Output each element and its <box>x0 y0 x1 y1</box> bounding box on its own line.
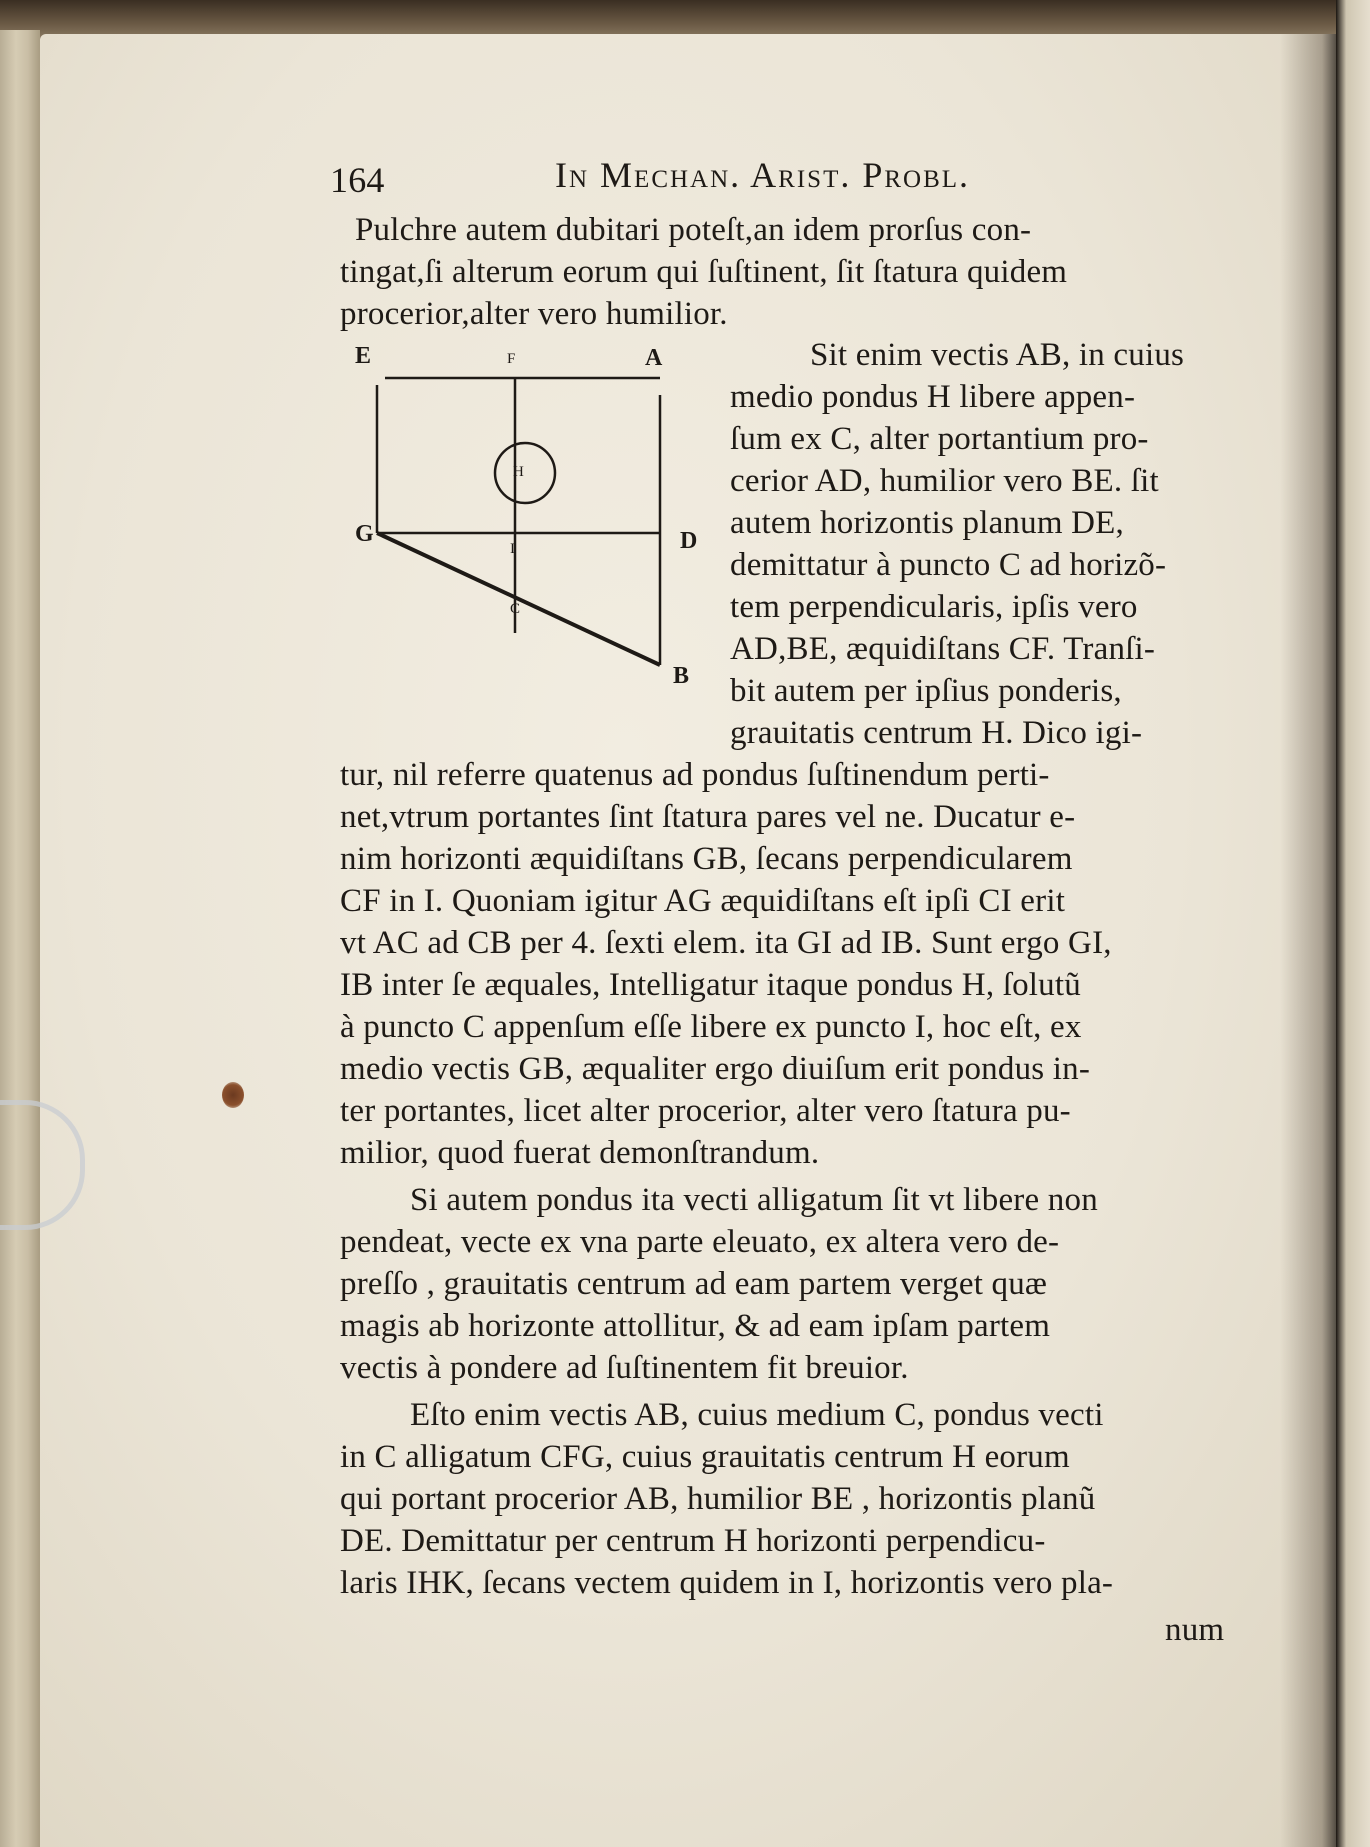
text-line: CF in I. Quoniam igitur AG æquidiſtans eſt ipſi CI erit <box>340 883 1066 919</box>
label-i: I <box>510 541 515 557</box>
text-line: Eſto enim vectis AB, cuius medium C, pondus vecti <box>410 1397 1104 1433</box>
text-line: milior, quod fuerat demonſtrandum. <box>340 1135 820 1171</box>
text-line: cerior AD, humilior vero BE. ſit <box>730 463 1159 499</box>
text-line: vt AC ad CB per 4. ſexti elem. ita GI ad IB. Sunt ergo GI, <box>340 925 1112 961</box>
text-line: qui portant procerior AB, humilior BE , horizontis planũ <box>340 1481 1096 1517</box>
label-h: H <box>513 464 524 480</box>
lever-diagram <box>355 343 705 693</box>
text-line: tem perpendicularis, ipſis vero <box>730 589 1138 625</box>
ink-stain <box>222 1082 244 1108</box>
text-line: pendeat, vecte ex vna parte eleuato, ex altera vero de- <box>340 1224 1060 1260</box>
text-line: AD,BE, æquidiſtans CF. Tranſi- <box>730 631 1156 667</box>
label-g: G <box>355 521 374 547</box>
text-line: medio pondus H libere appen- <box>730 379 1136 415</box>
page-number: 164 <box>330 160 385 200</box>
text-line: magis ab horizonte attollitur, & ad eam ipſam partem <box>340 1308 1051 1344</box>
geometric-figure <box>355 343 705 693</box>
weight-circle <box>495 443 555 503</box>
text-line: tur, nil referre quatenus ad pondus ſuſtinendum perti- <box>340 757 1050 793</box>
page-edges-left <box>0 30 40 1847</box>
page-gutter <box>1280 34 1340 1847</box>
text-line: Sit enim vectis AB, in cuius <box>810 337 1185 373</box>
text-line: tingat,ſi alterum eorum qui ſuſtinent, ſit ſtatura quidem <box>340 254 1068 290</box>
label-f: F <box>507 351 516 367</box>
label-b: B <box>673 663 690 689</box>
label-d: D <box>680 528 698 554</box>
text-line: Si autem pondus ita vecti alligatum ſit vt libere non <box>410 1182 1098 1218</box>
label-c: C <box>510 601 521 617</box>
text-line: in C alligatum CFG, cuius grauitatis centrum H eorum <box>340 1439 1070 1475</box>
label-a: A <box>645 345 663 371</box>
catchword: num <box>1165 1612 1225 1648</box>
text-line: vectis à pondere ad ſuſtinentem fit breuior. <box>340 1350 909 1386</box>
text-line: Pulchre autem dubitari poteſt,an idem prorſus con- <box>355 212 1032 248</box>
text-line: ter portantes, licet alter procerior, alter vero ſtatura pu- <box>340 1093 1071 1129</box>
text-line: preſſo , grauitatis centrum ad eam partem verget quæ <box>340 1266 1048 1302</box>
text-line: autem horizontis planum DE, <box>730 505 1124 541</box>
text-line: nim horizonti æquidiſtans GB, ſecans perpendicularem <box>340 841 1073 877</box>
text-line: laris IHK, ſecans vectem quidem in I, horizontis vero pla- <box>340 1565 1114 1601</box>
text-line: net,vtrum portantes ſint ſtatura pares vel ne. Ducatur e- <box>340 799 1076 835</box>
text-line: medio vectis GB, æqualiter ergo diuiſum erit pondus in- <box>340 1051 1091 1087</box>
label-e: E <box>355 343 372 369</box>
text-line: IB inter ſe æquales, Intelligatur itaque pondus H, ſolutũ <box>340 967 1081 1003</box>
text-line: à puncto C appenſum eſſe libere ex puncto I, hoc eſt, ex <box>340 1009 1082 1045</box>
text-line: bit autem per ipſius ponderis, <box>730 673 1122 709</box>
text-line: ſum ex C, alter portantium pro- <box>730 421 1149 457</box>
text-line: grauitatis centrum H. Dico igi- <box>730 715 1143 751</box>
facing-page-edge <box>1336 0 1370 1847</box>
line-gb-slant <box>377 533 660 665</box>
running-title: In Mechan. Arist. Probl. <box>555 155 971 195</box>
text-line: demittatur à puncto C ad horizõ- <box>730 547 1167 583</box>
text-line: procerior,alter vero humilior. <box>340 296 728 332</box>
text-line: DE. Demittatur per centrum H horizonti perpendicu- <box>340 1523 1046 1559</box>
